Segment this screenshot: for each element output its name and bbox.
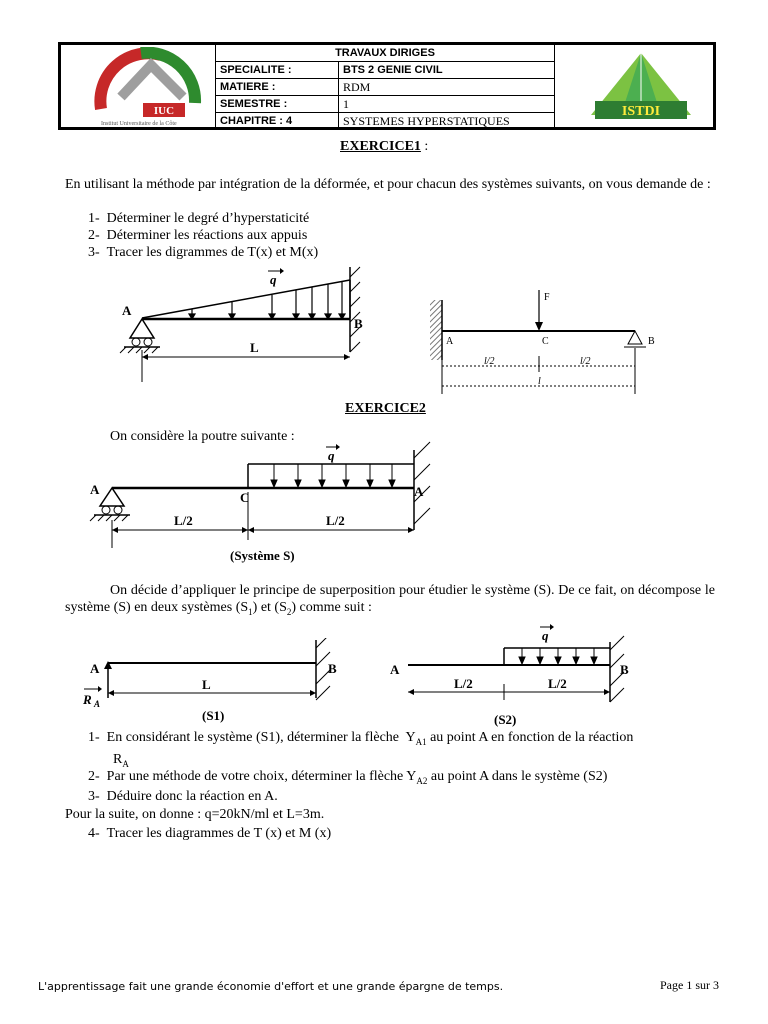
ex1-item-1: 1- Déterminer le degré d’hyperstaticité bbox=[88, 211, 310, 226]
svg-text:L: L bbox=[202, 677, 211, 692]
ex2-figure-S2 bbox=[388, 622, 638, 732]
svg-text:A: A bbox=[90, 482, 100, 497]
svg-text:B: B bbox=[328, 661, 337, 676]
svg-text:Institut Universitaire de la C: Institut Universitaire de la Côte bbox=[101, 121, 177, 127]
header-row-chapitre: CHAPITRE : 4 SYSTEMES HYPERSTATIQUES bbox=[220, 114, 510, 128]
ex2-figure-S bbox=[70, 440, 450, 570]
page-number: Page 1 sur 3 bbox=[660, 978, 719, 992]
svg-text:L/2: L/2 bbox=[454, 676, 473, 691]
ex2-data-line: Pour la suite, on donne : q=20kN/ml et L=3m. bbox=[65, 807, 325, 822]
svg-text:L/2: L/2 bbox=[326, 513, 345, 528]
header-cells bbox=[215, 45, 555, 127]
svg-text:(S2): (S2) bbox=[494, 712, 517, 727]
svg-text:B: B bbox=[620, 662, 629, 677]
ex1-figure-2 bbox=[420, 286, 670, 396]
header-title: TRAVAUX DIRIGES bbox=[216, 45, 554, 62]
svg-text:(Système S): (Système S) bbox=[230, 548, 295, 563]
ex1-item-3: 3- Tracer les digrammes de T(x) et M(x) bbox=[88, 245, 319, 260]
svg-text:B: B bbox=[648, 336, 655, 347]
iuc-logo bbox=[91, 47, 203, 127]
svg-text:l: l bbox=[538, 376, 541, 387]
svg-text:B: B bbox=[354, 316, 363, 331]
header-table bbox=[58, 42, 716, 130]
svg-text:(S1): (S1) bbox=[202, 708, 225, 723]
header-row-semestre: SEMESTRE : 1 bbox=[216, 96, 554, 113]
svg-text:A: A bbox=[446, 336, 454, 347]
istdi-logo bbox=[581, 49, 701, 125]
ex2-item-3: 3- Déduire donc la réaction en A. bbox=[88, 789, 278, 804]
header-row-specialite: SPECIALITE : BTS 2 GENIE CIVIL bbox=[216, 62, 554, 79]
ex2-heading: EXERCICE2 bbox=[345, 401, 426, 416]
svg-text:A: A bbox=[390, 662, 400, 677]
svg-text:IUC: IUC bbox=[153, 105, 175, 117]
svg-text:R: R bbox=[83, 692, 92, 707]
svg-text:L: L bbox=[250, 340, 259, 355]
footer-quote: L'apprentissage fait une grande économie d'effort et une grande épargne de temps. bbox=[38, 980, 504, 993]
ex2-figure-S1 bbox=[78, 638, 348, 728]
ex2-item-1: 1- En considérant le système (S1), déterminer la flèche $Y_{A1}$ au point A en fonction de la réaction $R_A$ bbox=[88, 730, 634, 769]
svg-text:q: q bbox=[542, 628, 549, 643]
ex2-item-4: 4- Tracer les diagrammes de T (x) et M (x) bbox=[88, 826, 332, 841]
ex1-intro: En utilisant la méthode par intégration de la déformée, et pour chacun des systèmes suivants, on vous demande de : bbox=[65, 177, 711, 192]
ex2-item-2: 2- Par une méthode de votre choix, déterminer la flèche $Y_{A2}$ au point A dans le système (S2) bbox=[88, 769, 608, 786]
svg-text:C: C bbox=[542, 336, 549, 347]
ex1-figure-1 bbox=[100, 262, 380, 382]
svg-text:A: A bbox=[94, 699, 101, 709]
ex2-intro: On considère la poutre suivante : bbox=[110, 429, 295, 444]
svg-text:A: A bbox=[90, 661, 100, 676]
svg-text:L/2: L/2 bbox=[548, 676, 567, 691]
ex1-heading: EXERCICE1 : bbox=[340, 139, 429, 154]
svg-text:l/2: l/2 bbox=[580, 356, 591, 367]
svg-text:ISTDI: ISTDI bbox=[621, 104, 661, 119]
svg-text:q: q bbox=[328, 448, 335, 463]
svg-text:l/2: l/2 bbox=[484, 356, 495, 367]
header-row-matiere: MATIERE : RDM bbox=[216, 79, 554, 96]
svg-text:L/2: L/2 bbox=[174, 513, 193, 528]
svg-text:A: A bbox=[414, 484, 424, 499]
svg-text:F: F bbox=[544, 292, 550, 303]
svg-text:A: A bbox=[122, 303, 132, 318]
ex2-paragraph: On décide d’appliquer le principe de superposition pour étudier le système (S). De ce fait, on décompose le système (S) en deux systèmes $(S_1)$ et $(S_2)$ comme suit : bbox=[65, 583, 715, 617]
ex1-item-2: 2- Déterminer les réactions aux appuis bbox=[88, 228, 308, 243]
ex1-fig1-q: q bbox=[270, 272, 277, 287]
svg-text:C: C bbox=[240, 490, 250, 505]
